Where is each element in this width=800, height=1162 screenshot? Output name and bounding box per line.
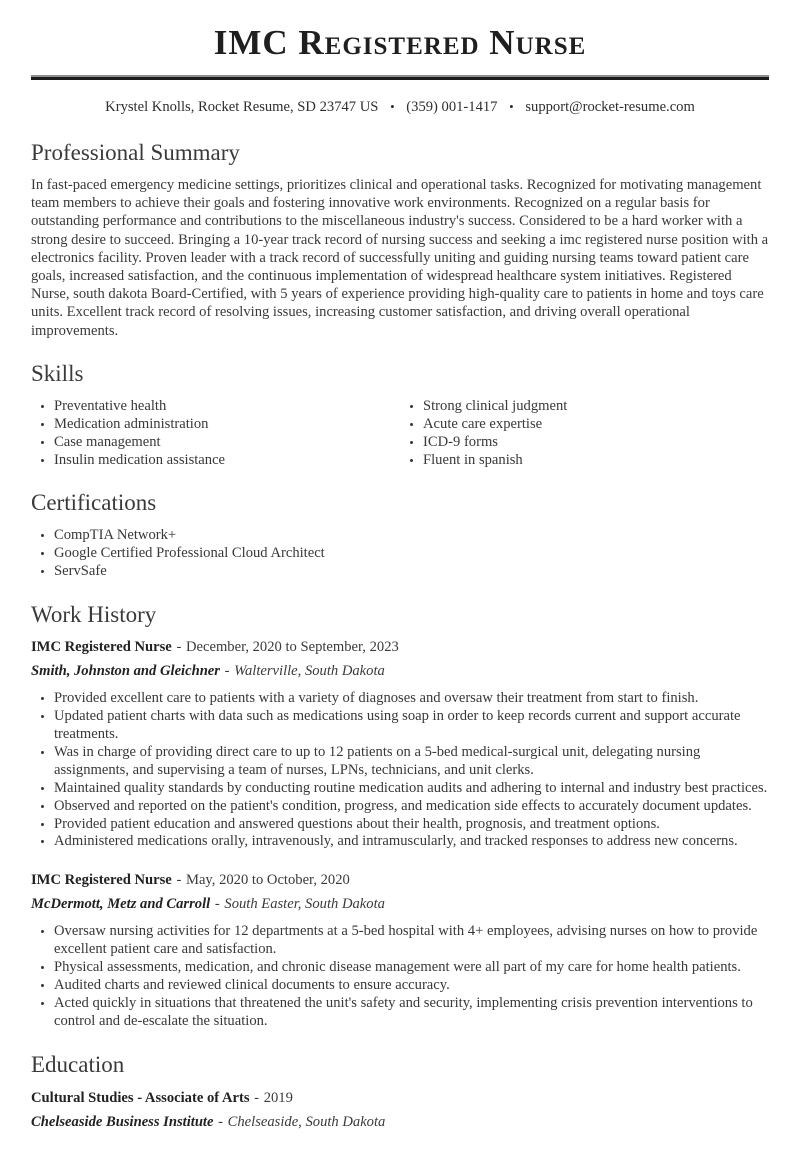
dash-separator: - [254,1089,260,1106]
certification-item: • ServSafe [54,563,769,581]
professional-summary-heading: Professional Summary [31,140,240,165]
job-duties-list [31,923,769,1030]
education-school: Chelseaside Business Institute [31,1113,214,1130]
job-duty: • Provided patient education and answered questions about their health, prognosis, and treatment options. [54,816,769,834]
job-title-line [31,638,769,657]
certification-item: • Google Certified Professional Cloud Architect [54,545,769,563]
skills-list-right [400,398,769,470]
job-company: Smith, Johnston and Gleichner [31,663,220,680]
resume-title: IMC Registered Nurse [213,23,587,62]
education-year: 2019 [263,1089,293,1106]
certifications-heading: Certifications [31,490,157,516]
skill-item: • Acute care expertise [423,416,769,434]
job-duty: • Provided excellent care to patients with a variety of diagnoses and oversaw their treatment from start to finish. [54,690,769,708]
job-entry [31,871,769,1030]
job-location: South Easter, South Dakota [224,896,385,913]
job-title-line [31,871,769,890]
section-work-history [31,601,769,1031]
job-company: McDermott, Metz and Carroll [31,896,211,913]
skill-item: • Strong clinical judgment [423,398,769,416]
job-duty: • Audited charts and reviewed clinical documents to ensure accuracy. [54,977,769,995]
job-dates: December, 2020 to September, 2023 [185,639,399,656]
job-duty: • Oversaw nursing activities for 12 departments at a 5-bed hospital with 4+ employees, advising nurses on how to provide excellent patient care and satisfaction. [54,923,769,959]
header-divider-rule [31,75,769,80]
contact-line [31,97,769,117]
job-dates: May, 2020 to October, 2020 [185,872,350,889]
skill-item: • Case management [54,434,400,452]
section-education [31,1051,769,1132]
job-duty: • Updated patient charts with data such as medications using soap in order to keep records current and support accurate treatments. [54,708,769,744]
skill-item: • Insulin medication assistance [54,452,400,470]
dash-separator: - [214,896,220,913]
job-entry [31,638,769,851]
dash-separator: - [176,872,182,889]
job-title: IMC Registered Nurse [31,639,172,656]
education-heading: Education [31,1051,125,1077]
job-duty: • Acted quickly in situations that threatened the unit's safety and security, implementing crisis prevention interventions to control and de-escalate the situation. [54,995,769,1031]
professional-summary-text: In fast-paced emergency medicine settings, prioritizes clinical and operational tasks. Recognized for motivating management team members to achieve their goals and fostering innovative work environments. Recognized on a regular basis for outstanding performance and contributions to the miscellaneous industry's success. Considered to be a hard worker with a strong desire to succeed. Bringing a 10-year track record of nursing success and seeking a imc registered nurse position with a electronics facility. Proven leader with a track record of successfully uniting and guiding nursing teams toward patient care goals, increased satisfaction, and the continuous implementation of widespread healthcare system initiatives. Registered Nurse, south dakota Board-Certified, with 5 years of experience providing high-quality care to patients in home and toys care units. Excellent track record of resolving issues, increasing customer satisfaction, and driving overall operational improvements. [31,177,769,339]
section-professional-summary [31,139,769,340]
contact-separator-dot: • [390,99,395,114]
certifications-list [31,527,769,581]
education-degree: Cultural Studies - Associate of Arts [31,1089,250,1106]
work-history-heading: Work History [31,602,157,628]
skill-item: • ICD-9 forms [423,434,769,452]
skill-item: • Fluent in spanish [423,452,769,470]
section-certifications [31,489,769,581]
job-title: IMC Registered Nurse [31,872,172,889]
job-location: Walterville, South Dakota [234,663,385,680]
dash-separator: - [218,1113,223,1130]
job-duty: • Physical assessments, medication, and chronic disease management were all part of my care for home health patients. [54,959,769,977]
contact-email: support@rocket-resume.com [525,99,695,115]
job-duty: • Maintained quality standards by conducting routine medication audits and adhering to internal and industry best practices. [54,780,769,798]
skills-columns [31,387,769,470]
contact-name-address: Krystel Knolls, Rocket Resume, SD 23747 US [105,99,379,115]
skill-item: • Preventative health [54,398,400,416]
contact-separator-dot: • [509,99,514,114]
skills-heading: Skills [31,360,84,386]
skill-item: • Medication administration [54,416,400,434]
job-duty: • Administered medications orally, intravenously, and intramuscularly, and tracked responses to address new concerns. [54,833,769,851]
section-skills [31,360,769,470]
job-duties-list [31,690,769,851]
education-location: Chelseaside, South Dakota [227,1113,386,1130]
job-company-line [31,895,769,914]
job-duty: • Was in charge of providing direct care to up to 12 patients on a 5-bed medical-surgical unit, delegating nursing assignments, and supervising a team of nurses, LPNs, technicians, and unit clerks. [54,744,769,780]
certification-item: • CompTIA Network+ [54,527,769,545]
skills-list-left [31,398,400,470]
dash-separator: - [224,663,230,680]
job-company-line [31,662,769,681]
contact-phone: (359) 001-1417 [406,99,498,115]
dash-separator: - [176,639,182,656]
job-duty: • Observed and reported on the patient's condition, progress, and medication side effects to accurately document updates. [54,798,769,816]
education-school-line [31,1113,769,1132]
education-degree-line [31,1089,769,1108]
